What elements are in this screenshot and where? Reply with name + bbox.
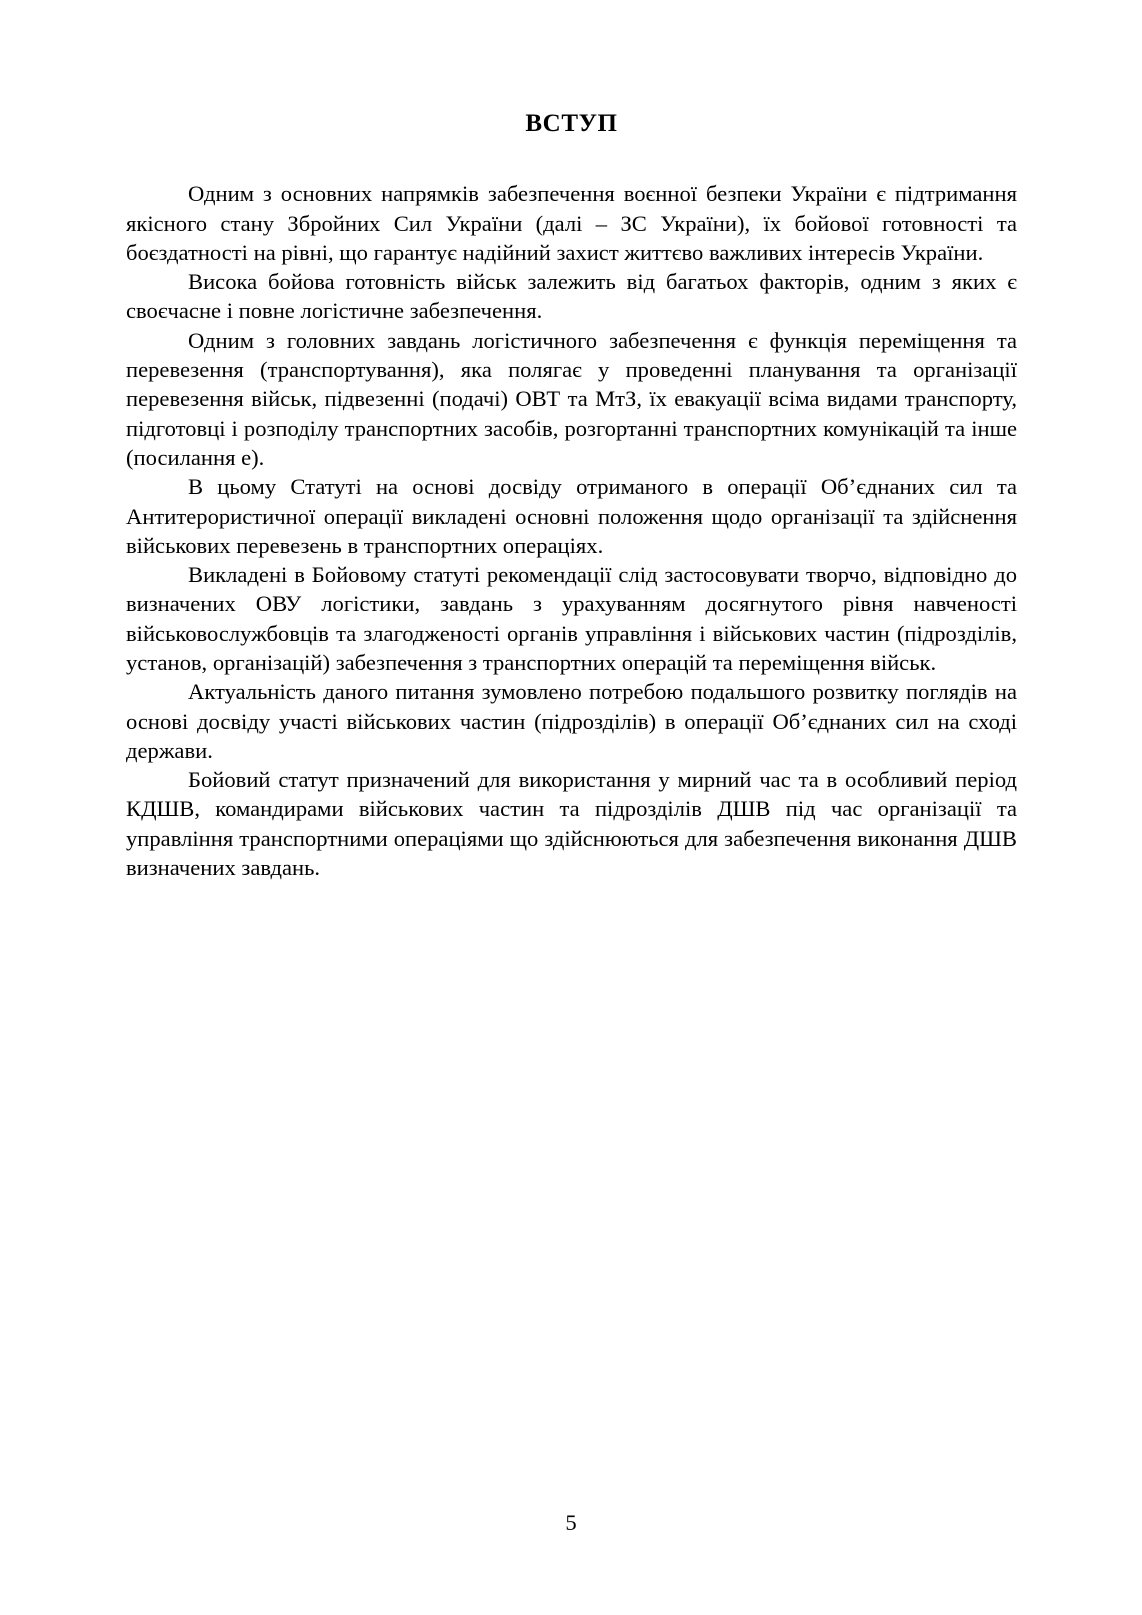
paragraph-1: Одним з основних напрямків забезпечення воєнної безпеки України є підтримання якісного стану Збройних Сил України (далі – ЗС України), їх бойової готовності та боєздатності на рівні, що гарантує надійний захист життєво важливих інтересів України.	[126, 181, 1017, 265]
paragraph-5: Викладені в Бойовому статуті рекомендації слід застосовувати творчо, відповідно до визначених ОВУ логістики, завдань з урахуванням досягнутого рівня навченості військовослужбовців та злагодженості органів управління і військових частин (підрозділів, установ, організацій) забезпечення з транспортних операцій та переміщення військ.	[126, 562, 1017, 675]
page-number: 5	[565, 1510, 577, 1535]
page-title: ВСТУП	[525, 110, 618, 137]
page-content	[126, 0, 1017, 882]
paragraph-7: Бойовий статут призначений для використання у мирний час та в особливий період КДШВ, командирами військових частин та підрозділів ДШВ під час організації та управління транспортними операціями що здійснюються для забезпечення виконання ДШВ визначених завдань.	[126, 767, 1017, 881]
paragraph-2: Висока бойова готовність військ залежить від багатьох факторів, одним з яких є своєчасне і повне логістичне забезпечення.	[126, 269, 1017, 324]
paragraph-4: В цьому Статуті на основі досвіду отриманого в операції Об’єднаних сил та Антитерористичної операції викладені основні положення щодо організації та здійснення військових перевезень в транспортних операціях.	[126, 474, 1017, 558]
paragraph-6: Актуальність даного питання зумовлено потребою подальшого розвитку поглядів на основі досвіду участі військових частин (підрозділів) в операції Об’єднаних сил на сході держави.	[126, 679, 1017, 763]
body-text	[126, 179, 1017, 882]
paragraph-3: Одним з головних завдань логістичного забезпечення є функція переміщення та перевезення (транспортування), яка полягає у проведенні планування та організації перевезення військ, підвезенні (подачі) ОВТ та МтЗ, їх евакуації всіма видами транспорту, підготовці і розподілу транспортних засобів, розгортанні транспортних комунікацій та інше (посилання е).	[126, 327, 1017, 470]
